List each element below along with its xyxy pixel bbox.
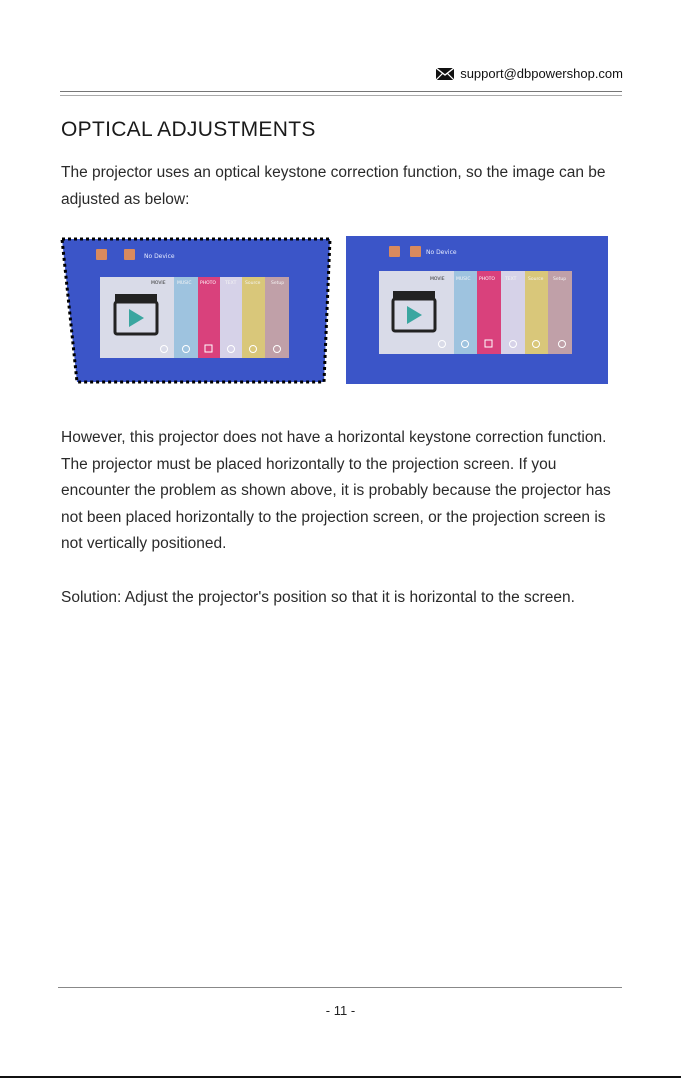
tab-label-3: TEXT (225, 281, 237, 286)
header-contact (436, 66, 623, 81)
tab-label-1-corrected: MUSIC (456, 277, 471, 282)
solution-paragraph: Solution: Adjust the projector's position so that it is horizontal to the screen. (61, 589, 575, 606)
support-email[interactable]: support@dbpowershop.com (460, 66, 623, 81)
tab-label-0: MOVIE (151, 281, 166, 286)
footer-divider (58, 987, 622, 988)
device-label-corrected: No Device (426, 249, 457, 256)
tab-label-4: Source (245, 281, 261, 286)
header-divider-secondary (60, 95, 622, 96)
explanation-paragraph: However, this projector does not have a horizontal keystone correction function. The projector must be placed horizontally to the projection screen. If you encounter the problem as shown above, it is probably because the projector has not been placed horizontally to the projection screen, or the projection screen is not vertically positioned. (61, 429, 611, 552)
tab-label-2-corrected: PHOTO (479, 277, 495, 282)
keystone-distorted-image (60, 236, 332, 385)
mail-icon (436, 68, 454, 80)
section-title: OPTICAL ADJUSTMENTS (61, 118, 316, 141)
intro-paragraph: The projector uses an optical keystone correction function, so the image can be adjusted as below: (61, 164, 606, 208)
tab-label-2: PHOTO (200, 281, 216, 286)
tab-label-3-corrected: TEXT (505, 277, 517, 282)
tab-label-0-corrected: MOVIE (430, 277, 445, 282)
tab-label-4-corrected: Source (528, 277, 544, 282)
device-label: No Device (144, 253, 175, 260)
header-divider (60, 91, 622, 92)
page-number: - 11 - (325, 1003, 356, 1018)
tab-label-5-corrected: Setup (553, 277, 567, 282)
corrected-image (346, 236, 608, 384)
tab-label-1: MUSIC (177, 281, 192, 286)
tab-label-5: Setup (271, 281, 285, 286)
